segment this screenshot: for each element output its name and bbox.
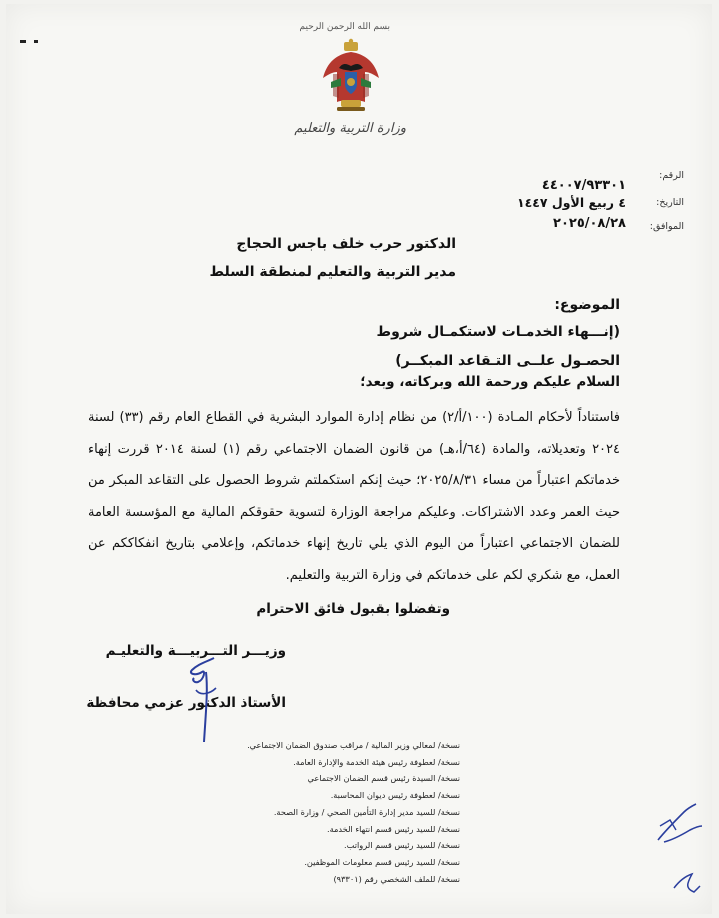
ref-date-value: ٤ ربيع الأول ١٤٤٧ xyxy=(517,195,626,210)
copy-recipient: نسخة/ للسيد رئيس قسم معلومات الموظفين. xyxy=(304,856,460,867)
ref-number-value: ٤٤٠٠٧/٩٣٣٠١ xyxy=(541,178,626,193)
copy-recipient: نسخة/ للسيد رئيس قسم انتهاء الخدمة. xyxy=(327,823,460,834)
copy-recipient: نسخة/ للسيد مدير إدارة التأمين الصحي / وزارة الصحة. xyxy=(273,806,460,817)
copy-recipient: نسخة/ لعطوفة رئيس ديوان المحاسبة. xyxy=(330,790,460,801)
ref-corresponding-value: ٢٠٢٥/٠٨/٢٨ xyxy=(553,216,626,231)
scan-mark xyxy=(20,40,26,43)
copy-recipient: نسخة/ للسيد رئيس قسم الرواتب. xyxy=(344,840,460,851)
body-paragraph: فاستناداً لأحكام المـادة (١٠٠/أ/٢) من نظام إدارة الموارد البشرية في القطاع العام رقم (٣٣) لسنة ٢٠٢٤ وتعديلاته، والمادة (٦٤/أ،هـ) من قانون الضمان الاجتماعي رقم (١) لسنة ٢٠١٤ قررت إنهاء خدماتكم اعتباراً من مساء ٢٠٢٥/٨/٣١؛ حيث إنكم استكملتم شروط الحصول على التقاعد المبكر من حيث العمر وعدد الاشتراكات. وعليكم مراجعة الوزارة لتسوية حقوقكم المالية مع المؤسسة العامة للضمان الاجتماعي اعتباراً من اليوم الذي يلي تاريخ إنهاء خدماتكم، وإعلامي بتاريخ انفكاككم عن العمل، مع شكري لكم على خدماتكم في وزارة التربية والتعليم. xyxy=(88,410,621,583)
copy-recipient: نسخة/ لعطوفة رئيس هيئة الخدمة والإدارة العامة. xyxy=(293,756,460,767)
jordan-coat-of-arms-icon xyxy=(319,38,383,114)
subject-label: الموضوع: xyxy=(554,297,620,313)
minister-name: الأستاذ الدكتور عزمي محافظة xyxy=(86,695,286,711)
basmala: بسم الله الرحمن الرحيم xyxy=(299,22,390,32)
margin-initial-bottom xyxy=(668,868,704,898)
copy-recipient: نسخة/ للملف الشخصي رقم (٩٣٣٠١) xyxy=(333,873,460,884)
subject-line-2: الحصـول علــى التـقاعد المبكــر) xyxy=(395,353,620,369)
margin-initial-top xyxy=(650,800,710,850)
copy-recipient: نسخة/ لمعالي وزير المالية / مراقب صندوق الضمان الاجتماعي. xyxy=(247,740,460,750)
ref-number-label: الرقم: xyxy=(659,170,684,181)
greeting: السلام عليكم ورحمة الله وبركاته، وبعد؛ xyxy=(360,374,620,390)
addressee-name: الدكتور حرب خلف باجس الحجاج xyxy=(236,236,456,252)
scan-mark xyxy=(34,40,38,43)
subject-line-1: (إنـــهاء الخدمـات لاستكمـال شروط xyxy=(376,324,620,340)
minister-signature xyxy=(176,650,232,750)
ref-date-label: التاريخ: xyxy=(656,197,684,208)
copy-recipient: نسخة/ السيدة رئيس قسم الضمان الاجتماعي xyxy=(307,773,460,784)
minister-title: وزيـــر التـــربيـــة والتعليـم xyxy=(105,643,286,659)
addressee-title: مدير التربية والتعليم لمنطقة السلط xyxy=(209,264,456,280)
closing-phrase: وتفضلوا بقبول فائق الاحترام xyxy=(256,601,450,617)
ministry-name: وزارة التربية والتعليم xyxy=(294,121,406,136)
ref-corresponding-label: الموافق: xyxy=(649,221,684,232)
